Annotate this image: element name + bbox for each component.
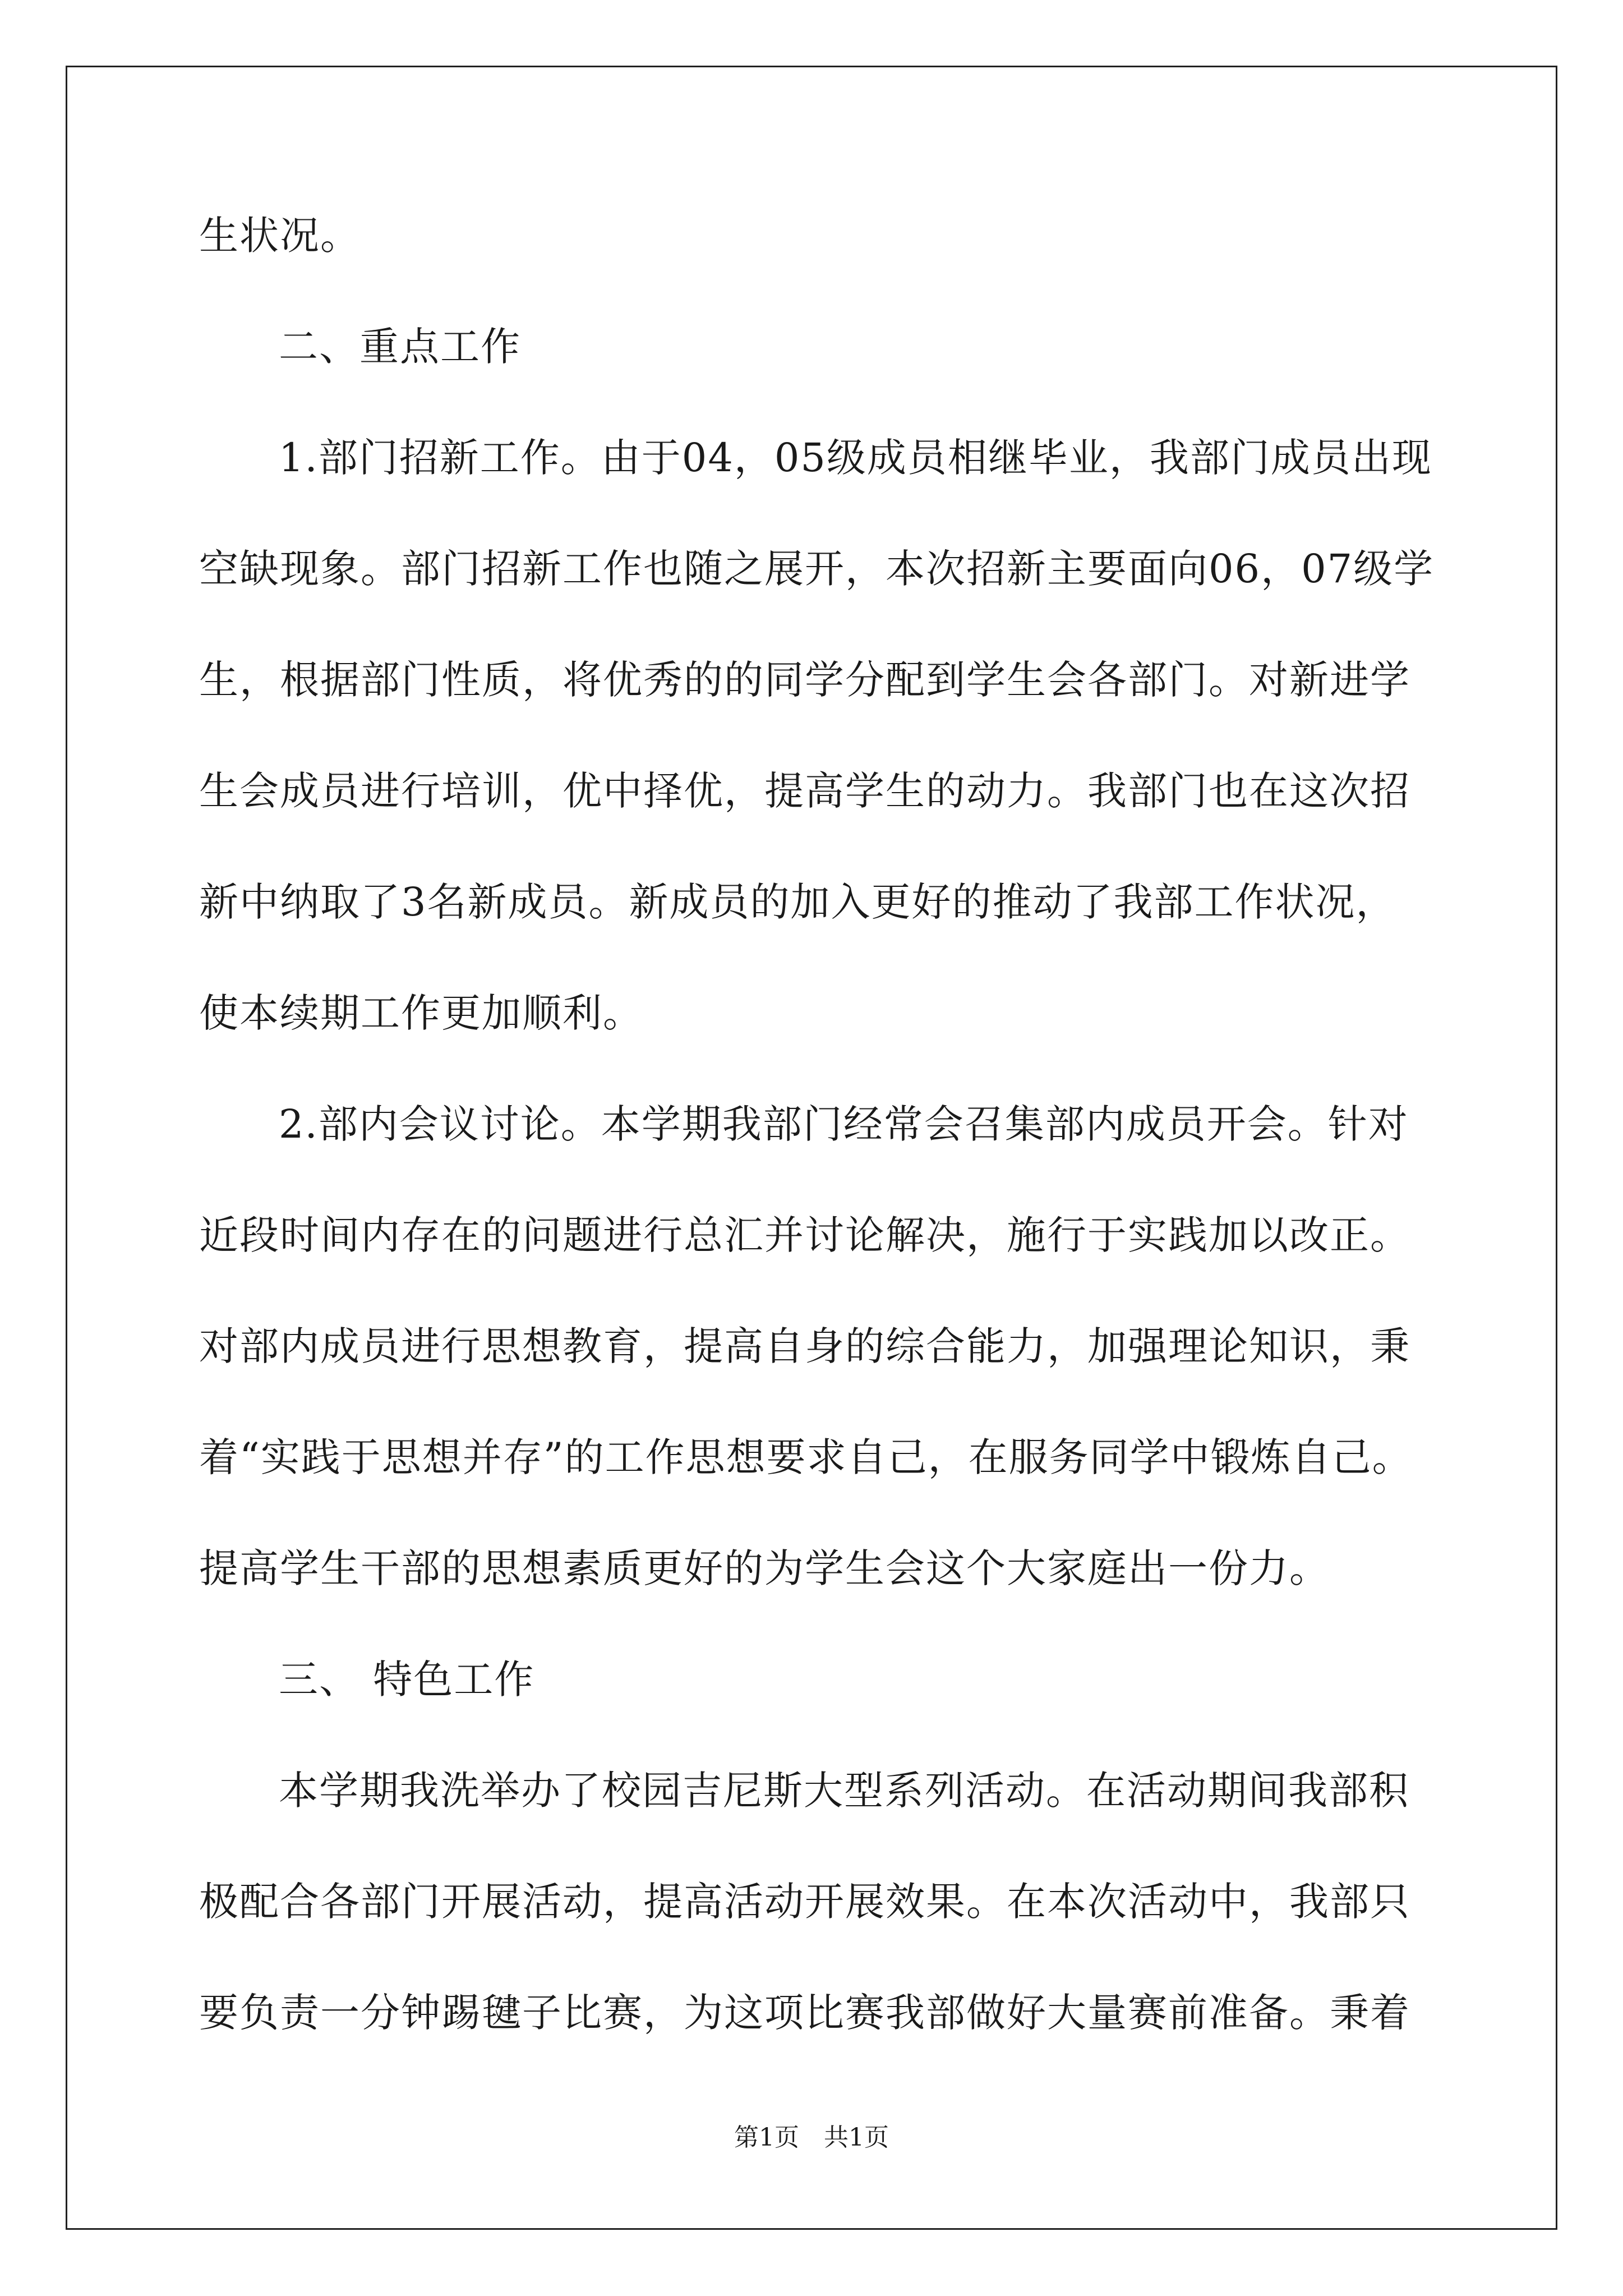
paragraph-line: 着“实践于思想并存”的工作思想要求自己，在服务同学中锻炼自己。 xyxy=(199,1434,1413,1480)
section-heading: 二、重点工作 xyxy=(279,324,521,370)
paragraph-line: 生，根据部门性质，将优秀的的同学分配到学生会各部门。对新进学 xyxy=(199,657,1410,703)
paragraph-line: 极配合各部门开展活动，提高活动开展效果。在本次活动中，我部只 xyxy=(199,1879,1410,1925)
paragraph-line: 生会成员进行培训，优中择优，提高学生的动力。我部门也在这次招 xyxy=(199,768,1410,814)
paragraph-line: 本学期我洗举办了校园吉尼斯大型系列活动。在活动期间我部积 xyxy=(279,1768,1409,1814)
paragraph-line: 2.部内会议讨论。本学期我部门经常会召集部内成员开会。针对 xyxy=(279,1101,1409,1147)
paragraph-line: 对部内成员进行思想教育，提高自身的综合能力，加强理论知识，秉 xyxy=(199,1323,1410,1369)
paragraph-line: 空缺现象。部门招新工作也随之展开，本次招新主要面向06，07级学 xyxy=(199,546,1435,592)
section-heading: 三、 特色工作 xyxy=(279,1657,535,1703)
paragraph-line: 提高学生干部的思想素质更好的为学生会这个大家庭出一份力。 xyxy=(199,1545,1330,1591)
page-number: 第1页 共1页 xyxy=(734,2123,889,2152)
paragraph-line: 近段时间内存在的问题进行总汇并讨论解决，施行于实践加以改正。 xyxy=(199,1212,1410,1258)
paragraph-line: 使本续期工作更加顺利。 xyxy=(199,990,643,1036)
paragraph-line: 生状况。 xyxy=(199,213,361,259)
paragraph-line: 要负责一分钟踢毽子比赛，为这项比赛我部做好大量赛前准备。秉着 xyxy=(199,1990,1410,2036)
paragraph-line: 1.部门招新工作。由于04，05级成员相继毕业，我部门成员出现 xyxy=(279,435,1432,481)
paragraph-line: 新中纳取了3名新成员。新成员的加入更好的推动了我部工作状况， xyxy=(199,879,1396,925)
